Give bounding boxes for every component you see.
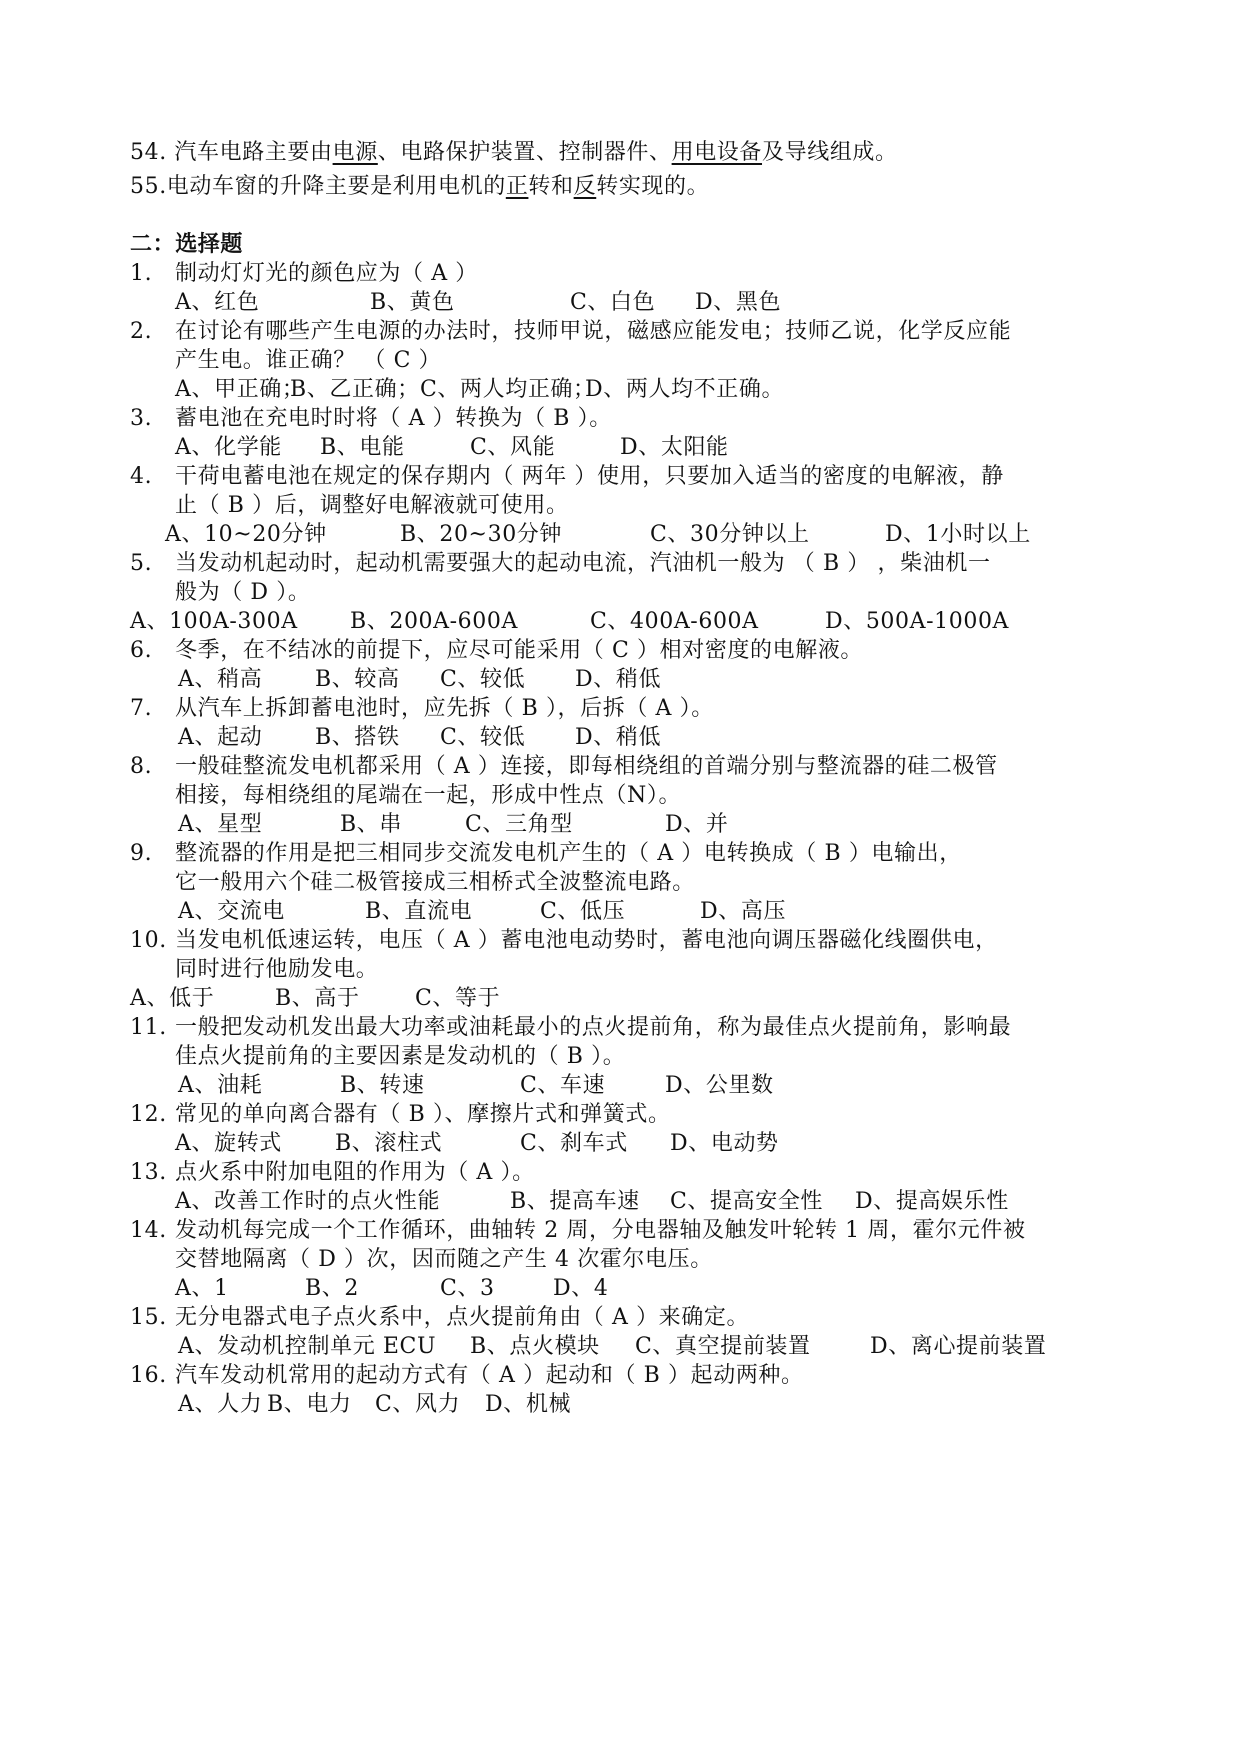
answer-blank: 电源 [332,140,378,165]
answer-option: A、化学能 [175,435,282,460]
question-text: 干荷电蓄电池在规定的保存期内（ 两年 ）使用，只要加入适当的密度的电解液，静 [175,464,1004,489]
question-text: 制动灯灯光的颜色应为（ A ） [175,261,478,286]
question-number: 14. [130,1218,167,1243]
answer-option: C、风能 [470,435,556,460]
fill-in-question-55 [130,172,709,202]
question-text: 在讨论有哪些产生电源的办法时，技师甲说，磁感应能发电；技师乙说，化学反应能 [175,319,1012,344]
answer-option: D、离心提前装置 [870,1334,1047,1359]
answer-option: A、油耗 [178,1073,263,1098]
answer-blank: 用电设备 [671,140,763,165]
answer-option: C、400A-600A [590,609,759,634]
question-number: 54. [130,140,167,165]
question-number: 11. [130,1015,167,1040]
answer-option: B、较高 [315,667,400,692]
question-number: 9. [130,841,153,866]
answer-option: C、两人均正确； [420,377,596,402]
question-text: 点火系中附加电阻的作用为（ A ）。 [175,1160,535,1185]
answer-option: A、稍高 [178,667,263,692]
answer-option: D、电动势 [670,1131,779,1156]
question-number: 5. [130,551,153,576]
answer-option: C、车速 [520,1073,606,1098]
answer-option: B、电能 [320,435,405,460]
answer-option: D、稍低 [575,725,662,750]
question-text: 同时进行他励发电。 [175,957,379,982]
answer-option: D、1小时以上 [885,522,1031,547]
question-number: 15. [130,1305,167,1330]
question-text: 蓄电池在充电时时将（ A ）转换为（ B ）。 [175,406,612,431]
question-number: 2. [130,319,153,344]
answer-option: D、提高娱乐性 [855,1189,1009,1214]
answer-option: B、提高车速 [510,1189,640,1214]
answer-option: C、白色 [570,290,656,315]
question-number: 4. [130,464,153,489]
answer-option: A、交流电 [178,899,285,924]
answer-option: B、电力 [267,1392,352,1417]
answer-blank: 正 [505,174,529,199]
question-text: 常见的单向离合器有（ B ）、摩擦片式和弹簧式。 [175,1102,671,1127]
question-text: 电动车窗的升降主要是利用电机的 [166,174,506,199]
answer-option: D、500A-1000A [825,609,1010,634]
question-text: 一般把发动机发出最大功率或油耗最小的点火提前角，称为最佳点火提前角，影响最 [175,1015,1012,1040]
answer-option: B、20~30分钟 [400,522,562,547]
question-number: 13. [130,1160,167,1185]
answer-option: B、直流电 [365,899,473,924]
question-number: 8. [130,754,153,779]
answer-option: A、起动 [178,725,263,750]
answer-option: C、三角型 [465,812,573,837]
question-number: 1. [130,261,153,286]
answer-option: A、100A-300A [130,609,298,634]
question-number: 7. [130,696,153,721]
answer-option: C、真空提前装置 [635,1334,811,1359]
fill-in-question-54 [130,138,898,168]
question-text: 冬季，在不结冰的前提下，应尽可能采用（ C ）相对密度的电解液。 [175,638,864,663]
answer-option: A、低于 [130,986,215,1011]
question-number: 3. [130,406,153,431]
answer-option: B、串 [340,812,402,837]
question-text: 转实现的。 [596,174,710,199]
answer-option: C、3 [440,1276,495,1301]
answer-option: D、公里数 [665,1073,774,1098]
question-text: 无分电器式电子点火系中，点火提前角由（ A ）来确定。 [175,1305,750,1330]
answer-option: D、稍低 [575,667,662,692]
answer-option: C、30分钟以上 [650,522,810,547]
answer-option: A、改善工作时的点火性能 [175,1189,441,1214]
answer-option: B、点火模块 [470,1334,600,1359]
answer-option: A、发动机控制单元 ECU [178,1334,437,1359]
answer-option: D、并 [665,812,729,837]
question-number: 10. [130,928,167,953]
answer-option: B、转速 [340,1073,425,1098]
answer-option: C、刹车式 [520,1131,628,1156]
answer-option: A、1 [175,1276,229,1301]
answer-option: D、4 [553,1276,609,1301]
question-number: 16. [130,1363,167,1388]
answer-option: D、太阳能 [620,435,729,460]
answer-option: D、两人均不正确。 [585,377,785,402]
answer-option: C、较低 [440,725,526,750]
answer-option: C、风力 [375,1392,461,1417]
question-text: 它一般用六个硅二极管接成三相桥式全波整流电路。 [175,870,695,895]
section-title: 二：选择题 [130,231,244,257]
question-text: 一般硅整流发电机都采用（ A ）连接，即每相绕组的首端分别与整流器的硅二极管 [175,754,998,779]
question-text: 整流器的作用是把三相同步交流发电机产生的（ A ）电转换成（ B ）电输出， [175,841,962,866]
answer-option: D、黑色 [695,290,782,315]
answer-option: C、较低 [440,667,526,692]
question-text: 般为（ D ）。 [175,580,311,605]
answer-option: B、滚柱式 [335,1131,443,1156]
answer-option: D、机械 [485,1392,572,1417]
question-number: 6. [130,638,153,663]
answer-option: A、人力 [178,1392,263,1417]
answer-option: B、2 [305,1276,359,1301]
question-number: 12. [130,1102,167,1127]
question-text: 及导线组成。 [762,140,898,165]
answer-option: B、搭铁 [315,725,400,750]
question-text: 交替地隔离（ D ）次，因而随之产生 4 次霍尔电压。 [175,1247,713,1272]
answer-option: C、低压 [540,899,626,924]
question-text: 产生电。谁正确？ （ C ） [175,348,442,373]
question-text: 从汽车上拆卸蓄电池时，应先拆（ B ），后拆（ A ）。 [175,696,714,721]
answer-option: B、黄色 [370,290,455,315]
question-text: 转和 [528,174,574,199]
answer-blank: 反 [573,174,597,199]
answer-option: C、等于 [415,986,501,1011]
question-text: 汽车电路主要由 [174,140,333,165]
answer-option: A、甲正确； [175,377,305,402]
question-text: 汽车发动机常用的起动方式有（ A ）起动和（ B ）起动两种。 [175,1363,804,1388]
answer-option: B、乙正确； [290,377,420,402]
answer-option: B、200A-600A [350,609,518,634]
answer-option: B、高于 [275,986,360,1011]
question-text: 佳点火提前角的主要因素是发动机的（ B ）。 [175,1044,626,1069]
answer-option: C、提高安全性 [670,1189,824,1214]
answer-option: A、旋转式 [175,1131,282,1156]
question-number: 55. [130,174,167,199]
question-text: 当发电机低速运转，电压（ A ）蓄电池电动势时，蓄电池向调压器磁化线圈供电， [175,928,998,953]
answer-option: A、星型 [178,812,263,837]
answer-option: A、10~20分钟 [165,522,327,547]
answer-option: A、红色 [175,290,260,315]
question-text: 当发动机起动时，起动机需要强大的起动电流，汽油机一般为 （ B ） ，柴油机一 [175,551,991,576]
question-text: 相接，每相绕组的尾端在一起，形成中性点（N）。 [175,783,682,808]
question-text: 发动机每完成一个工作循环，曲轴转 2 周，分电器轴及触发叶轮转 1 周，霍尔元件被 [175,1218,1026,1243]
question-text: 、电路保护装置、控制器件、 [377,140,672,165]
question-text: 止（ B ）后，调整好电解液就可使用。 [175,493,569,518]
answer-option: D、高压 [700,899,787,924]
